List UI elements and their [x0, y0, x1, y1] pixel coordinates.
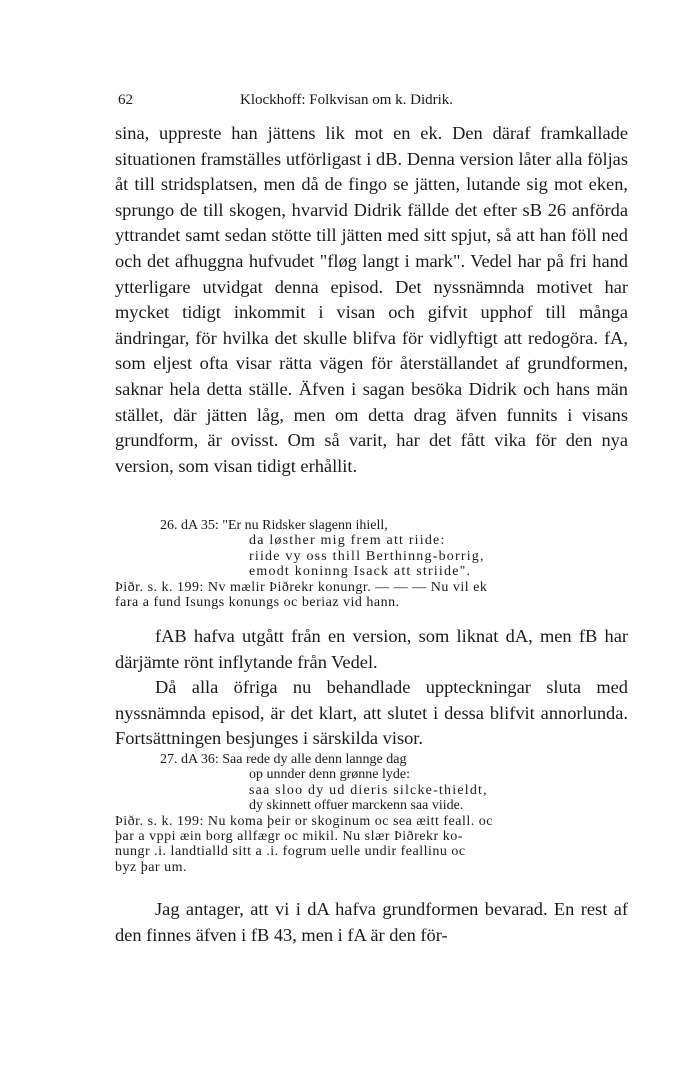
quote-27	[115, 752, 628, 875]
paragraph-2: fAB hafva utgått från en version, som liknat dA, men fB har därjämte rönt inflytande från Vedel.	[115, 626, 628, 672]
paragraph-1: sina, uppreste han jättens lik mot en ek. Den däraf framkallade situationen framställes utförligast i dB. Denna version låter alla följas åt till stridsplatsen, men då de fingo se jätten, lutande sig mot eken, sprungo de till skogen, hvarvid Didrik fällde det efter sB 26 anförda yttrandet samt sedan stötte till jätten med sitt spjut, så att han föll ned och det afhuggna hufvudet "fløg langt i mark". Vedel har på fri hand ytterligare utvidgat denna episod. Det nyssnämnda motivet har mycket tidigt inkommit i visan och gifvit upphof till många ändringar, för hvilka det skulle blifva för vidlyftigt att redogöra. fA, som eljest ofta visar rätta vägen för återställandet af grundformen, saknar hela detta ställe. Äfven i sagan besöka Didrik och hans män stället, där jätten låg, men om detta drag äfven funnits i visans grundform, är ovisst. Om så varit, har det fått vika för den nya version, som visan tidigt erhållit.	[115, 123, 628, 476]
quote-26	[115, 518, 628, 610]
quote-27-line: saa sloo dy ud dieris silcke-thieldt,	[249, 782, 488, 798]
quote-27-source-line: byz þar um.	[115, 859, 187, 875]
quote-26-line: riide vy oss thill Berthinng-borrig,	[249, 548, 485, 564]
quote-26-source-line: fara a fund Isungs konungs oc beriaz vid hann.	[115, 595, 400, 611]
quote-27-line: dy skinnett offuer marckenn saa viide.	[249, 798, 464, 814]
page-header	[118, 92, 628, 116]
running-title: Klockhoff: Folkvisan om k. Didrik.	[240, 92, 454, 108]
paragraph-4: Jag antager, att vi i dA hafva grundformen bevarad. En rest af den finnes äfven i fB 43, men i fA är den för-	[115, 899, 628, 945]
quote-27-line: op unnder denn grønne lyde:	[249, 767, 410, 783]
quote-27-source-line: Þiðr. s. k. 199: Nu koma þeir or skoginum oc sea æitt feall. oc	[115, 813, 493, 829]
quote-27-line: 27. dA 36: Saa rede dy alle denn lannge dag	[160, 752, 407, 767]
quote-26-line: 26. dA 35: "Er nu Ridsker slagenn ihiell,	[160, 518, 388, 533]
quote-26-line: emodt koninng Isack att striide".	[249, 564, 472, 580]
quote-27-source-line: þar a vppi æin borg allfægr oc mikil. Nu slær Þiðrekr ko-	[115, 829, 463, 845]
paragraph-3: Då alla öfriga nu behandlade uppteckningar sluta med nyssnämnda episod, är det klart, att slutet i dessa blifvit annorlunda. Fortsättningen besjunges i särskilda visor.	[115, 677, 628, 749]
quote-26-line: da løsther mig frem att riide:	[249, 533, 446, 549]
page-number: 62	[118, 92, 133, 108]
quote-26-source-line: Þiðr. s. k. 199: Nv mælir Þiðrekr konungr. — — — Nu vil ek	[115, 579, 488, 595]
quote-27-source-line: nungr .i. landtialld sitt a .i. fogrum uelle undir feallinu oc	[115, 844, 466, 860]
